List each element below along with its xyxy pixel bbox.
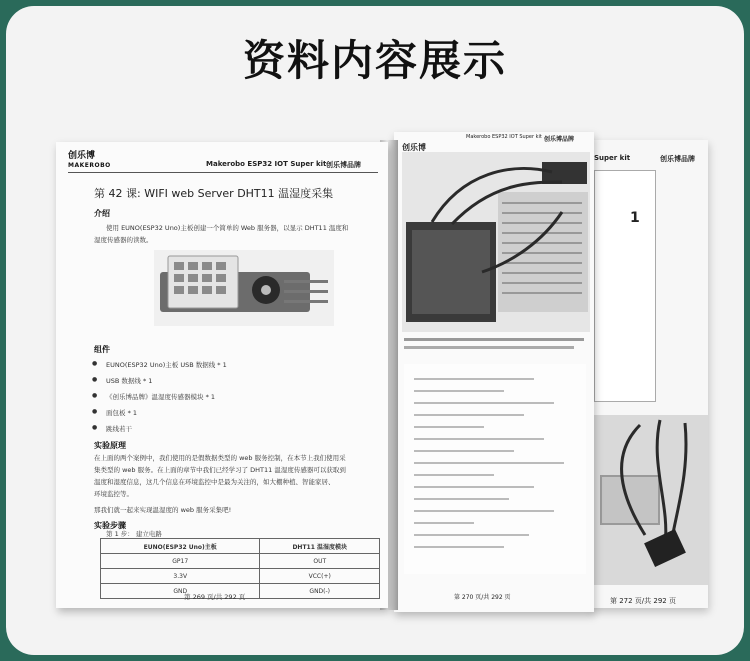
caption-line xyxy=(404,346,574,349)
principle-line: 集类型的 web 服务。在上面的章节中我们已经学习了 DHT11 温湿度传感器可以获取到 xyxy=(94,466,346,474)
right-header-title: Makerobo ESP32 IOT Super kit xyxy=(466,134,542,140)
principle-line: 在上面的两个案例中，我们使用的是假数据类型的 web 服务控制，在本节上我们使用采 xyxy=(94,454,346,462)
under-header-title: Super kit xyxy=(594,154,631,162)
right-page-number: 第 270 页/共 292 页 xyxy=(454,594,511,601)
page-272 xyxy=(590,140,708,608)
under-page-number: 第 272 页/共 292 页 xyxy=(610,597,676,605)
right-logo: 创乐博 xyxy=(402,143,426,152)
component-item: ● 跳线若干 xyxy=(106,424,132,433)
component-item: ● USB 数据线 * 1 xyxy=(106,376,152,385)
wiring-table xyxy=(100,538,380,599)
component-item: ● 《创乐博品牌》温湿度传感器模块 * 1 xyxy=(106,392,215,401)
intro-text: 湿度传感器的读数。 xyxy=(94,236,153,244)
right-header-brand: 创乐博品牌 xyxy=(544,136,575,143)
component-item: ● EUNO(ESP32 Uno)主板 USB 数据线 * 1 xyxy=(106,360,227,369)
code-screenshot xyxy=(404,364,586,574)
frame xyxy=(6,6,744,655)
circuit-photo xyxy=(402,152,590,332)
under-header-brand: 创乐博品牌 xyxy=(660,155,695,163)
header-rule xyxy=(68,172,378,173)
steps-heading: 实验步骤 xyxy=(94,521,126,530)
components-heading: 组件 xyxy=(94,345,110,354)
caption-line xyxy=(404,338,584,341)
temperature-reading: 1 xyxy=(630,210,640,226)
open-book-photo xyxy=(50,132,710,622)
intro-text: 使用 EUNO(ESP32 Uno)主板创建一个简单的 Web 服务器，以显示 DHT11 温度和 xyxy=(106,224,349,232)
intro-heading: 介绍 xyxy=(94,209,110,218)
headline: 资料内容展示 xyxy=(242,36,507,85)
principle-closing: 那我们就一起来实现温湿度的 web 服务采集吧! xyxy=(94,506,232,514)
page-269 xyxy=(56,142,388,608)
component-item: ● 面包板 * 1 xyxy=(106,408,137,417)
table-header: DHT11 温湿度模块 xyxy=(260,539,380,554)
left-header-brand: 创乐博品牌 xyxy=(326,161,361,169)
step-1: 第 1 步： 建立电路 xyxy=(106,530,162,538)
browser-screenshot xyxy=(594,170,656,402)
sensor-photo xyxy=(590,415,708,585)
left-header-title: Makerobo ESP32 IOT Super kit xyxy=(206,160,327,168)
principle-line: 环境监控等。 xyxy=(94,490,133,498)
table-row: GND GND(-) xyxy=(101,584,380,599)
table-row: 3.3V VCC(+) xyxy=(101,569,380,584)
principle-heading: 实验原理 xyxy=(94,441,126,450)
lesson-title: 第 42 课: WIFI web Server DHT11 温湿度采集 xyxy=(94,187,334,200)
table-header: EUNO(ESP32 Uno)主板 xyxy=(101,539,260,554)
makerobo-logo: 创乐博 MAKEROBO xyxy=(68,151,111,169)
left-page-number: 第 269 页/共 292 页 xyxy=(184,593,246,601)
table-row: GP17 OUT xyxy=(101,554,380,569)
principle-line: 温度和湿度信息，这几个信息在环境监控中是最为关注的，如大棚种植、智能家居、 xyxy=(94,478,335,486)
dht11-sensor-image xyxy=(154,250,334,326)
